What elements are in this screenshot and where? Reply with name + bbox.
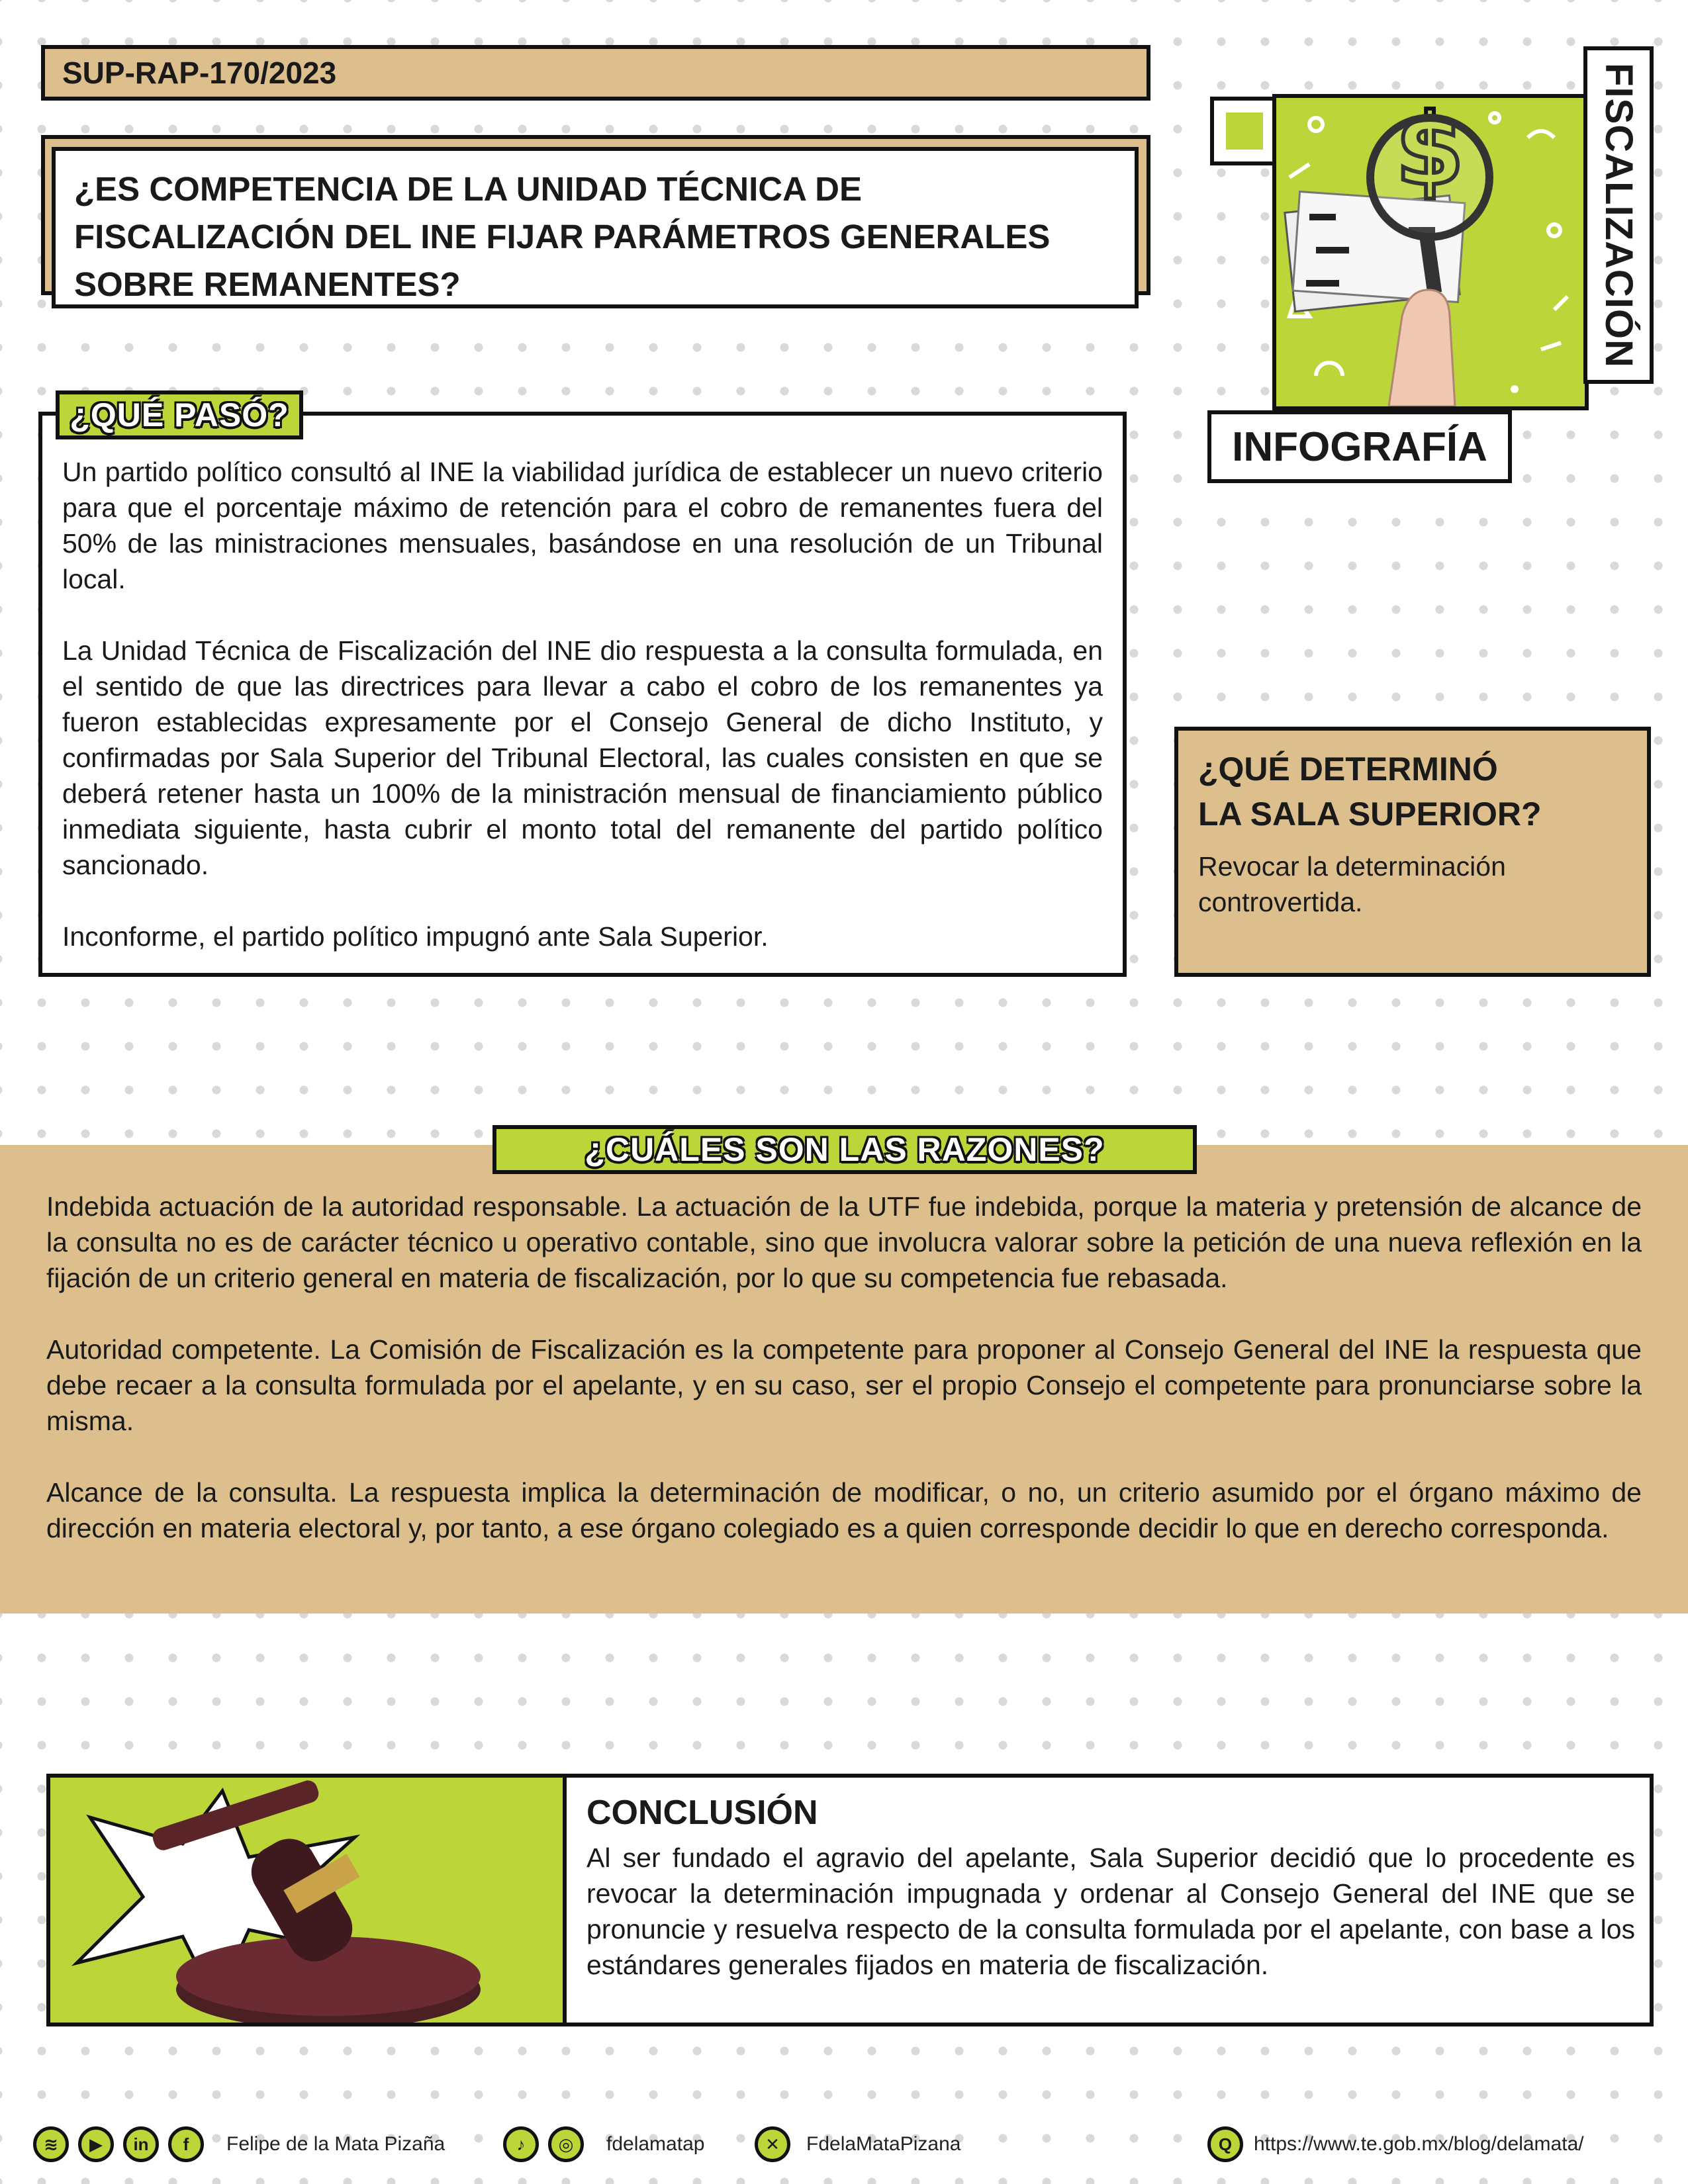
conclusion-title: CONCLUSIÓN — [586, 1794, 818, 1832]
infographic-label: INFOGRAFÍA — [1232, 424, 1487, 470]
determination-title — [1198, 747, 1627, 837]
case-number-bar — [41, 45, 1150, 101]
que-paso-box — [38, 412, 1127, 977]
linkedin-icon[interactable]: in — [123, 2126, 159, 2162]
footer-social-x — [755, 2124, 961, 2164]
reason-paragraph: Alcance de la consulta. La respuesta implica la determinación de modificar, o no, un criterio asumido por el órgano máximo de dirección en materia electoral y, por tanto, a ese órgano colegiado es a quien corresponde decidir lo que en derecho corresponda. — [46, 1477, 1642, 1543]
category-label-wrap — [1583, 46, 1654, 384]
hand-icon — [1389, 290, 1455, 406]
question-box — [52, 147, 1139, 308]
case-number: SUP-RAP-170/2023 — [62, 56, 337, 90]
youtube-icon[interactable]: ▶ — [78, 2126, 114, 2162]
footer-url-group — [1207, 2124, 1584, 2164]
spotify-icon[interactable]: ≋ — [33, 2126, 69, 2162]
gavel-icon — [50, 1778, 563, 2023]
reasons-tag — [492, 1125, 1197, 1174]
page-title: ¿ES COMPETENCIA DE LA UNIDAD TÉCNICA DE FISCALIZACIÓN DEL INE FIJAR PARÁMETROS GENERALES SOBRE REMANENTES? — [74, 170, 1051, 303]
conclusion-content — [586, 1791, 1635, 2016]
footer-social-left — [33, 2124, 445, 2164]
gavel-illustration — [50, 1778, 567, 2023]
reason-paragraph: Indebida actuación de la autoridad responsable. La actuación de la UTF fue indebida, porque la materia y pretensión de alcance de la consulta no es de carácter técnico u operativo contable, sino que involucra valorar sobre la petición de una nueva reflexión en la fijación de un criterio general en materia de fiscalización, por lo que su competencia fue rebasada. — [46, 1191, 1642, 1293]
que-paso-paragraph: La Unidad Técnica de Fiscalización del INE dio respuesta a la consulta formulada, en el sentido de que las directrices para llevar a cabo el cobro de los remanentes ya fueron establecidas expresamente por el Consejo General de dicho Instituto, y confirmadas por Sala Superior del Tribunal Electoral, las cuales consisten en que se deberá retener hasta un 100% de la ministración mensual de financiamiento público inmediata siguiente, hasta cubrir el monto total del remanente del partido político sancionado. — [62, 635, 1103, 880]
footer-url[interactable]: https://www.te.gob.mx/blog/delamata/ — [1254, 2133, 1584, 2155]
determination-title-line: LA SALA SUPERIOR? — [1198, 796, 1542, 833]
category-label: FISCALIZACIÓN — [1597, 62, 1640, 368]
footer-handle: fdelamatap — [606, 2133, 705, 2155]
determination-box — [1174, 727, 1651, 977]
que-paso-tag — [56, 390, 303, 439]
determination-body: Revocar la determinación controvertida. — [1198, 851, 1506, 917]
footer-social-mid — [503, 2124, 704, 2164]
x-icon[interactable]: ✕ — [755, 2126, 790, 2162]
decorative-square-fill — [1226, 113, 1263, 150]
footer-name: Felipe de la Mata Pizaña — [226, 2133, 445, 2155]
que-paso-paragraph: Un partido político consultó al INE la viabilidad jurídica de establecer un nuevo criterio para que el porcentaje máximo de retención para el cobro de remanentes fuera del 50% de las ministraciones mensuales, basándose en una resolución de un Tribunal local. — [62, 457, 1103, 594]
facebook-icon[interactable]: f — [168, 2126, 204, 2162]
search-icon[interactable]: Q — [1207, 2126, 1243, 2162]
reasons-title: ¿CUÁLES SON LAS RAZONES? — [585, 1131, 1105, 1168]
reasons-section — [0, 1145, 1688, 1614]
que-paso-title: ¿QUÉ PASÓ? — [70, 396, 289, 433]
fiscalization-illustration — [1276, 98, 1585, 406]
footer-x-handle: FdelaMataPizana — [806, 2133, 961, 2155]
que-paso-paragraph: Inconforme, el partido político impugnó ante Sala Superior. — [62, 921, 769, 952]
instagram-icon[interactable]: ◎ — [548, 2126, 584, 2162]
reason-paragraph: Autoridad competente. La Comisión de Fiscalización es la competente para proponer al Consejo General del INE la respuesta que debe recaer a la consulta formulada por el apelante, y en su caso, ser el propio Consejo el competente para pronunciarse sobre la misma. — [46, 1334, 1642, 1436]
determination-title-line: ¿QUÉ DETERMINÓ — [1198, 751, 1498, 788]
tiktok-icon[interactable]: ♪ — [503, 2126, 539, 2162]
header-illustration — [1272, 94, 1589, 410]
conclusion-body: Al ser fundado el agravio del apelante, Sala Superior decidió que lo procedente es revocar la determinación impugnada y ordenar al Consejo General del INE que se pronuncie y resuelva respecto de la consulta formulada por el apelante, con base a los estándares generales fijados en materia de fiscalización. — [586, 1843, 1635, 1980]
infographic-label-box — [1207, 410, 1512, 483]
